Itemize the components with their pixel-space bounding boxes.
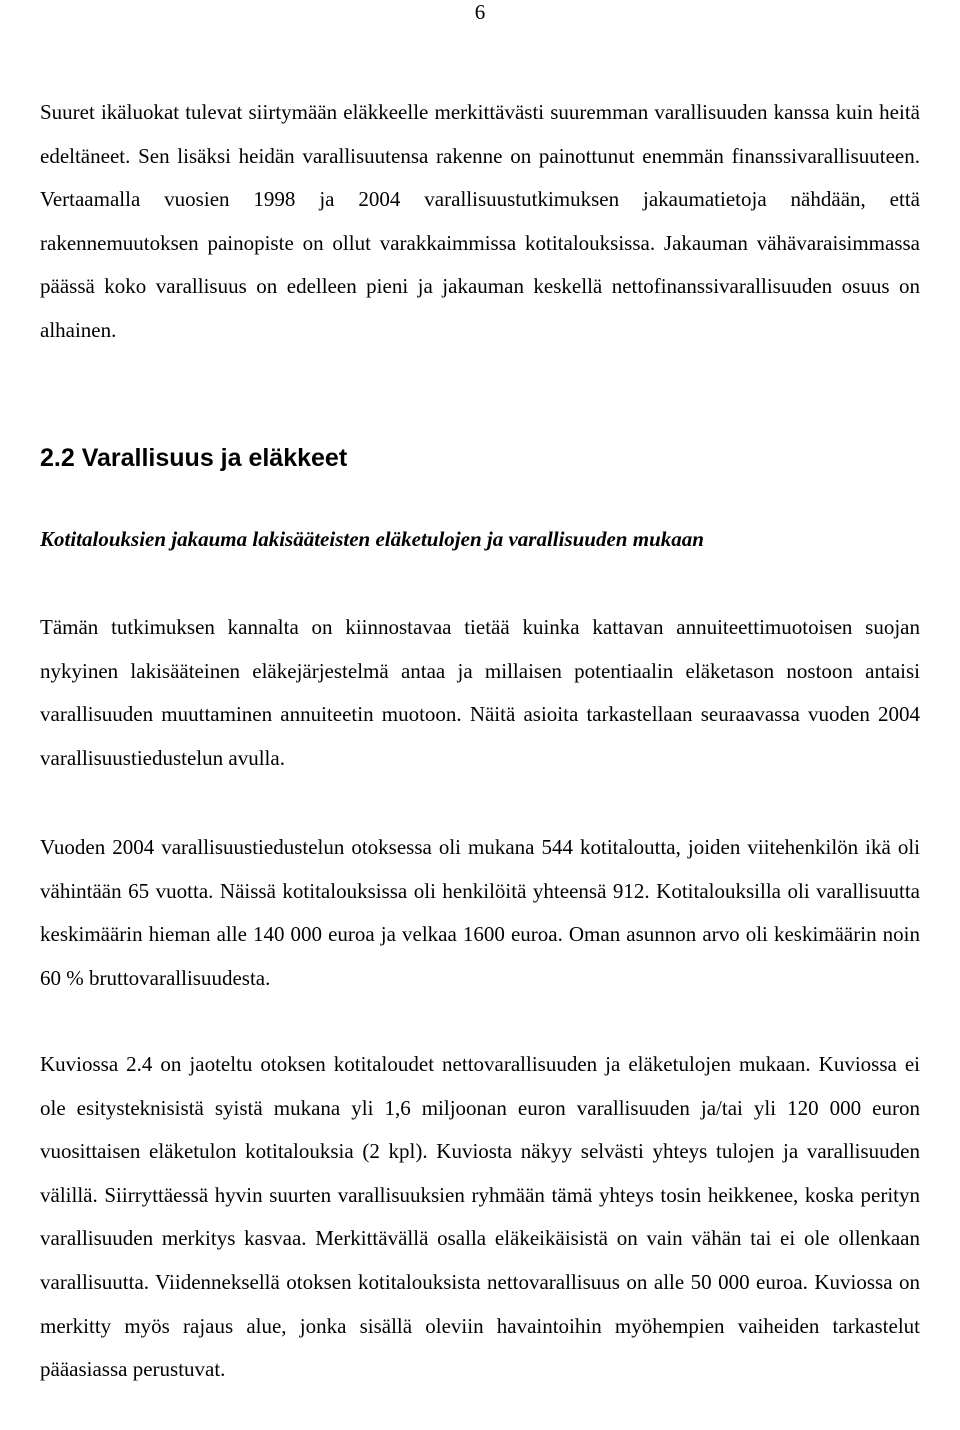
paragraph-sample: Vuoden 2004 varallisuustiedustelun otoksessa oli mukana 544 kotitaloutta, joiden viitehenkilön ikä oli vähintään 65 vuotta. Näissä kotitalouksissa oli henkilöitä yhteensä 912. Kotitalouksilla oli varallisuutta keskimäärin hieman alle 140 000 euroa ja velkaa 1600 euroa. Oman asunnon arvo oli keskimäärin noin 60 % bruttovarallisuudesta. <box>40 835 920 990</box>
section-heading: 2.2 Varallisuus ja eläkkeet <box>40 444 348 472</box>
section-subheading: Kotitalouksien jakauma lakisääteisten eläketulojen ja varallisuuden mukaan <box>40 527 704 551</box>
paragraph-intro: Suuret ikäluokat tulevat siirtymään eläkkeelle merkittävästi suuremman varallisuuden kanssa kuin heitä edeltäneet. Sen lisäksi heidän varallisuutensa rakenne on painottunut enemmän finanssivarallisuuteen. Vertaamalla vuosien 1998 ja 2004 varallisuustutkimuksen jakaumatietoja nähdään, että rakennemuutoksen painopiste on ollut varakkaimmissa kotitalouksissa. Jakauman vähävaraisimmassa päässä koko varallisuus on edelleen pieni ja jakauman keskellä nettofinanssivarallisuuden osuus on alhainen. <box>40 100 920 342</box>
paragraph-research-aim: Tämän tutkimuksen kannalta on kiinnostavaa tietää kuinka kattavan annuiteettimuotoisen suojan nykyinen lakisääteinen eläkejärjestelmä antaa ja millaisen potentiaalin eläketason nostoon antaisi varallisuuden muuttaminen annuiteetin muotoon. Näitä asioita tarkastellaan seuraavassa vuoden 2004 varallisuustiedustelun avulla. <box>40 615 920 770</box>
paragraph-figure-description: Kuviossa 2.4 on jaoteltu otoksen kotitaloudet nettovarallisuuden ja eläketulojen mukaan. Kuviossa ei ole esitysteknisistä syistä mukana yli 1,6 miljoonan euron varallisuuden ja/tai yli 120 000 euron vuosittaisen eläketulon kotitalouksia (2 kpl). Kuviosta näkyy selvästi yhteys tulojen ja varallisuuden välillä. Siirryttäessä hyvin suurten varallisuuksien ryhmään tämä yhteys tosin heikkenee, koska perityn varallisuuden merkitys kasvaa. Merkittävällä osalla eläkeikäisistä on vain vähän tai ei ole ollenkaan varallisuutta. Viidenneksellä otoksen kotitalouksista nettovarallisuus on alle 50 000 euroa. Kuviossa on merkitty myös rajaus alue, jonka sisällä oleviin havaintoihin myöhempien vaiheiden tarkastelut pääasiassa perustuvat. <box>40 1052 920 1382</box>
page-number: 6 <box>474 0 486 24</box>
